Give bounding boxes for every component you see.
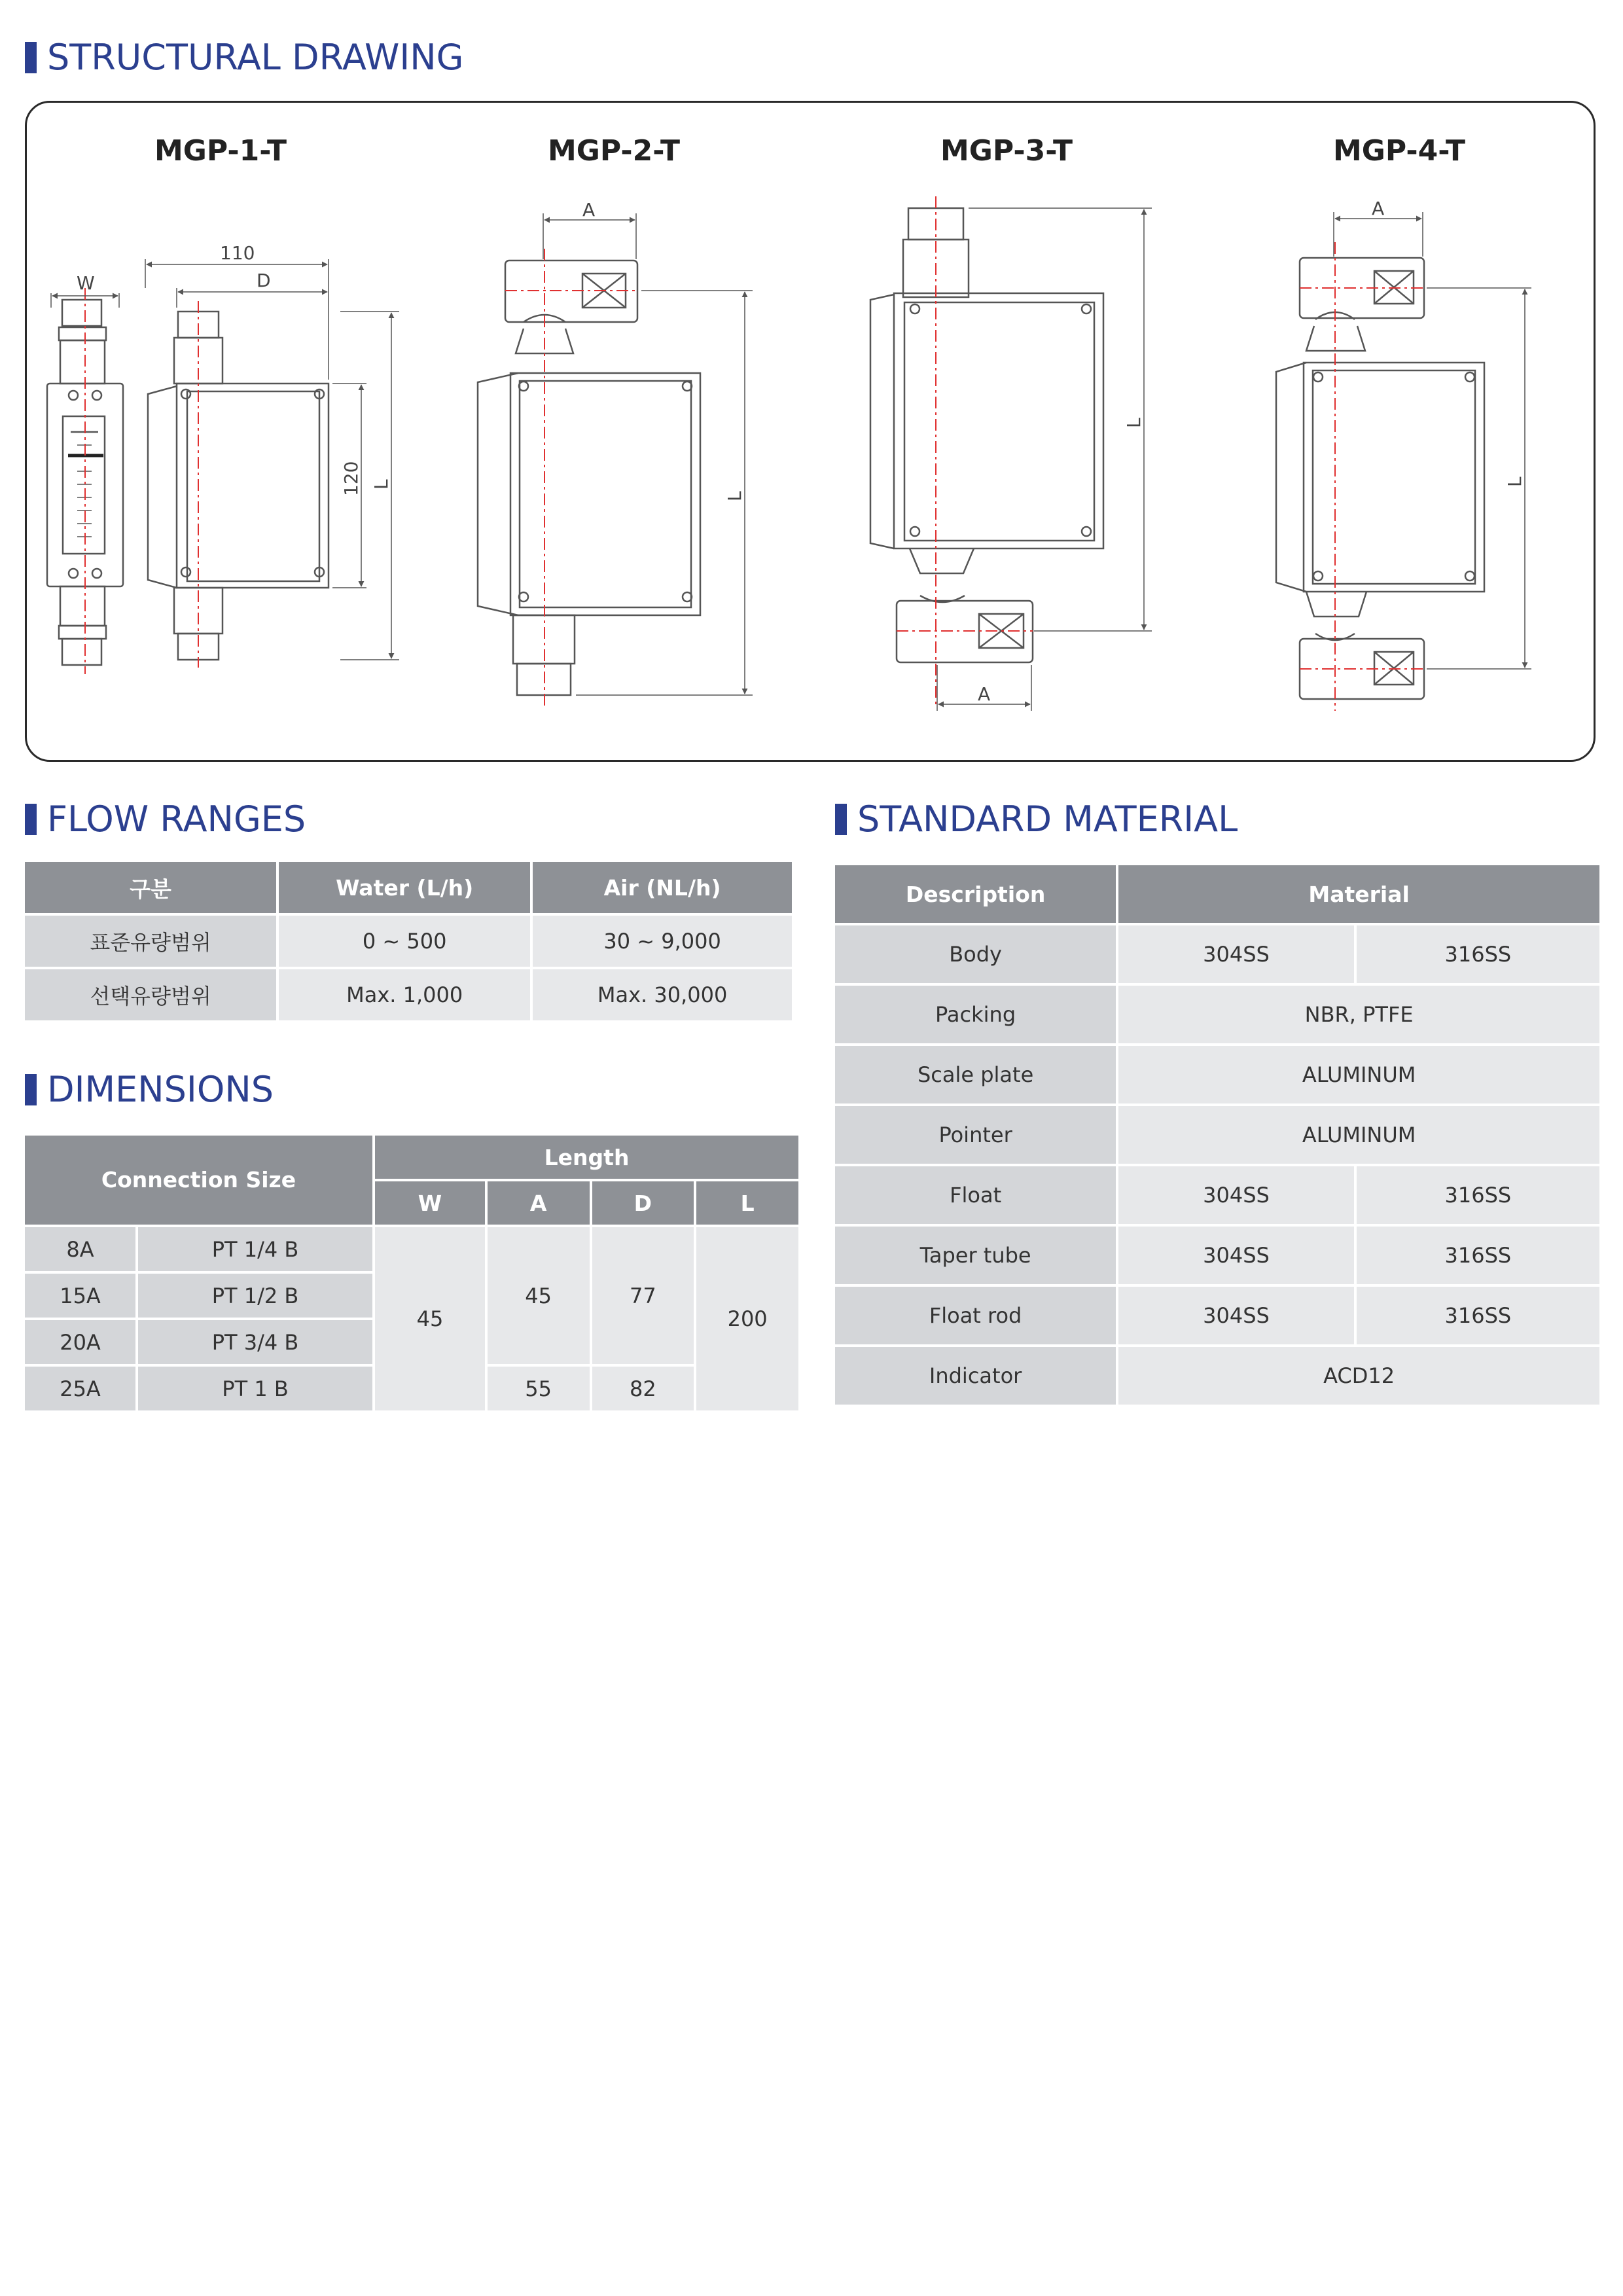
- flow-cell-water: Max. 1,000: [279, 969, 530, 1020]
- title-bar-icon: [25, 1074, 37, 1105]
- material-value: NBR, PTFE: [1118, 986, 1599, 1043]
- flow-header-water: Water (L/h): [279, 862, 530, 913]
- material-value: ALUMINUM: [1118, 1106, 1599, 1164]
- material-value: 316SS: [1357, 1287, 1599, 1344]
- flow-header-category: 구분: [25, 862, 276, 913]
- dimensions-table: [22, 1133, 801, 1413]
- table-row: [835, 1106, 1599, 1164]
- dim-label-l-2: L: [724, 491, 745, 501]
- title-bar-icon: [835, 804, 847, 835]
- dim-label-l-1: L: [370, 479, 392, 490]
- material-value: 316SS: [1357, 1227, 1599, 1284]
- dim-label-a-4: A: [1372, 198, 1385, 219]
- table-header-row: [25, 1136, 798, 1179]
- material-header-material: Material: [1118, 865, 1599, 923]
- material-desc: Float rod: [835, 1287, 1116, 1344]
- title-bar-icon: [25, 804, 37, 835]
- dim-thread: PT 3/4 B: [138, 1320, 372, 1364]
- dim-thread: PT 1 B: [138, 1367, 372, 1410]
- dim-label-110: 110: [220, 242, 255, 264]
- section-title-text: DIMENSIONS: [47, 1069, 274, 1110]
- material-value: 316SS: [1357, 1166, 1599, 1224]
- dim-header-length: Length: [375, 1136, 798, 1179]
- model-label-mgp-2: MGP-2-T: [547, 134, 681, 168]
- dim-label-a-3: A: [978, 683, 991, 705]
- flow-cell-water: 0 ~ 500: [279, 916, 530, 967]
- material-desc: Scale plate: [835, 1046, 1116, 1103]
- drawing-mgp-2: [478, 213, 753, 707]
- material-desc: Packing: [835, 986, 1116, 1043]
- dim-a-value: 45: [488, 1227, 590, 1364]
- dim-d-value: 82: [592, 1367, 694, 1410]
- model-label-mgp-1: MGP-1-T: [154, 134, 287, 168]
- material-header-description: Description: [835, 865, 1116, 923]
- drawing-mgp-3: [870, 196, 1152, 711]
- flow-header-air: Air (NL/h): [533, 862, 792, 913]
- material-desc: Pointer: [835, 1106, 1116, 1164]
- table-row: [835, 1287, 1599, 1344]
- section-title-text: STANDARD MATERIAL: [857, 798, 1238, 840]
- material-value: 316SS: [1357, 925, 1599, 983]
- dim-header-l: L: [696, 1181, 798, 1225]
- table-row: [835, 1347, 1599, 1405]
- dim-header-w: W: [375, 1181, 485, 1225]
- flow-ranges-table: [22, 859, 794, 1023]
- dim-thread: PT 1/4 B: [138, 1227, 372, 1271]
- material-desc: Indicator: [835, 1347, 1116, 1405]
- dim-l-value: 200: [696, 1227, 798, 1410]
- material-value: 304SS: [1118, 1287, 1354, 1344]
- material-desc: Float: [835, 1166, 1116, 1224]
- dim-label-w: W: [77, 272, 95, 294]
- dim-label-120: 120: [340, 461, 362, 496]
- material-value: 304SS: [1118, 925, 1354, 983]
- material-value: ACD12: [1118, 1347, 1599, 1405]
- material-desc: Taper tube: [835, 1227, 1116, 1284]
- table-row: [835, 925, 1599, 983]
- flow-row-label: 선택유량범위: [25, 969, 276, 1020]
- section-title-text: FLOW RANGES: [47, 798, 306, 840]
- table-header-row: [25, 862, 792, 913]
- flow-cell-air: 30 ~ 9,000: [533, 916, 792, 967]
- flow-row-label: 표준유량범위: [25, 916, 276, 967]
- table-row: [25, 969, 792, 1020]
- dim-header-a: A: [488, 1181, 590, 1225]
- dim-label-l-4: L: [1504, 476, 1525, 487]
- model-label-mgp-3: MGP-3-T: [940, 134, 1073, 168]
- dim-size: 8A: [25, 1227, 135, 1271]
- dim-w-value: 45: [375, 1227, 485, 1410]
- table-row: [25, 916, 792, 967]
- material-value: ALUMINUM: [1118, 1046, 1599, 1103]
- model-label-mgp-4: MGP-4-T: [1332, 134, 1466, 168]
- dim-thread: PT 1/2 B: [138, 1274, 372, 1318]
- standard-material-table: [832, 863, 1602, 1407]
- flow-cell-air: Max. 30,000: [533, 969, 792, 1020]
- table-header-row: [835, 865, 1599, 923]
- dim-d-value: 77: [592, 1227, 694, 1364]
- table-row: [835, 986, 1599, 1043]
- material-value: 304SS: [1118, 1227, 1354, 1284]
- dim-size: 25A: [25, 1367, 135, 1410]
- drawing-mgp-4: [1276, 212, 1531, 711]
- section-title-dimensions: [25, 1069, 274, 1110]
- section-title-text: STRUCTURAL DRAWING: [47, 37, 464, 78]
- table-row: [25, 1227, 798, 1271]
- structural-drawings: [0, 0, 1623, 785]
- dim-label-l-3: L: [1123, 418, 1145, 428]
- table-row: [835, 1227, 1599, 1284]
- table-row: [835, 1166, 1599, 1224]
- section-title-flow: [25, 798, 306, 840]
- dim-size: 15A: [25, 1274, 135, 1318]
- dim-label-d: D: [257, 270, 271, 291]
- dim-header-d: D: [592, 1181, 694, 1225]
- dim-a-value: 55: [488, 1367, 590, 1410]
- dim-label-a-2: A: [582, 199, 596, 221]
- material-desc: Body: [835, 925, 1116, 983]
- dim-size: 20A: [25, 1320, 135, 1364]
- dim-header-connection: Connection Size: [25, 1136, 372, 1225]
- material-value: 304SS: [1118, 1166, 1354, 1224]
- table-row: [835, 1046, 1599, 1103]
- section-title-material: [835, 798, 1238, 840]
